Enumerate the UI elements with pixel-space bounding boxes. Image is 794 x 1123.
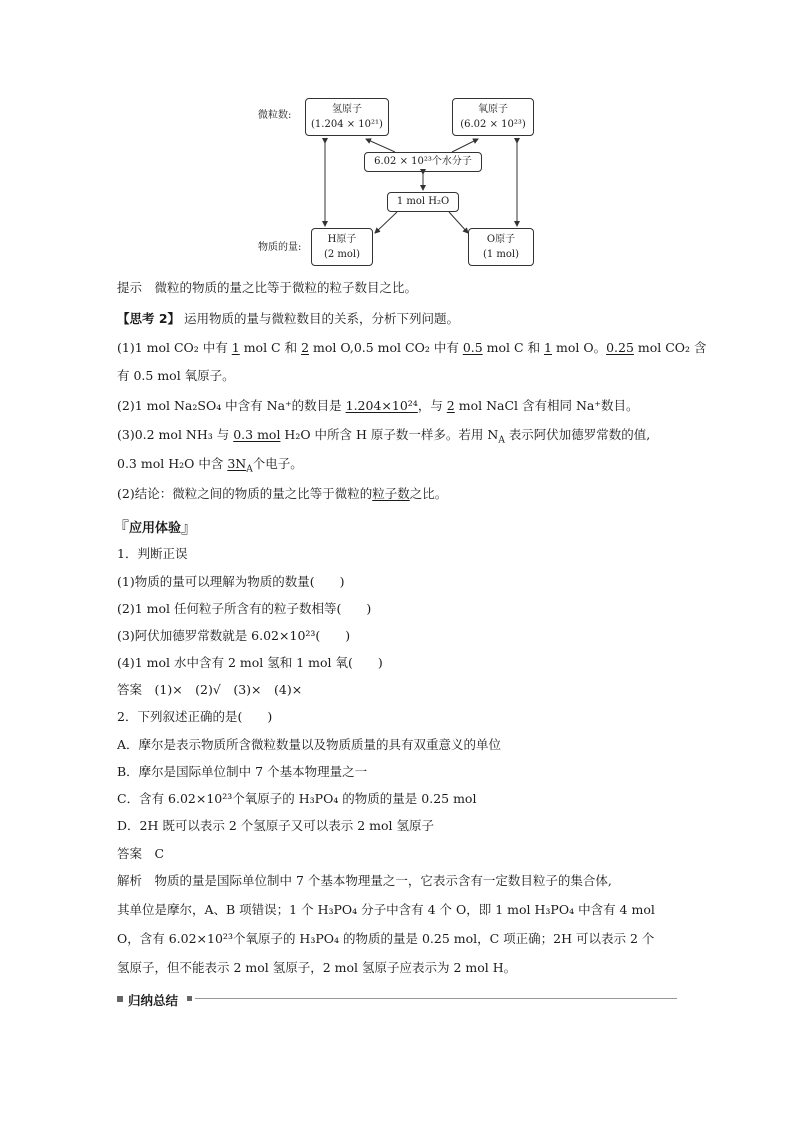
analysis-line: 解析 物质的量是国际单位制中 7 个基本物理量之一，它表示含有一定数目粒子的集合体, xyxy=(117,873,612,888)
think2-q1 xyxy=(117,340,707,356)
hint-text: 提示 微粒的物质的量之比等于微粒的粒子数目之比。 xyxy=(117,280,418,295)
apply-q1-title: 1．判断正误 xyxy=(117,546,188,561)
text: 0.3 mol H₂O 中含 xyxy=(117,456,228,471)
apply-q1-item: (1)物质的量可以理解为物质的数量( ) xyxy=(117,574,345,589)
section-title-text: 应用体验 xyxy=(129,521,182,536)
divider-line xyxy=(195,998,677,999)
think2-question-text: 运用物质的量与微粒数目的关系，分析下列问题。 xyxy=(180,311,460,326)
answer-blank xyxy=(227,456,253,475)
answer-blank: 2 xyxy=(446,398,455,413)
apply-q1-item: (2)1 mol 任何粒子所含有的粒子数相等( ) xyxy=(117,601,372,616)
text: mol O。 xyxy=(552,340,607,355)
think2-q3 xyxy=(117,427,650,449)
answer-blank: 0.5 xyxy=(462,340,483,355)
box-h-amount xyxy=(311,228,373,266)
box-title: 6.02 × 10²³个水分子 xyxy=(374,156,472,167)
text: (1)1 mol CO₂ 中有 xyxy=(117,340,232,355)
text: mol CO₂ 含 xyxy=(633,340,707,355)
box-value: (6.02 × 10²³) xyxy=(460,119,526,130)
box-title: O原子 xyxy=(486,234,516,245)
apply-q1-item: (4)1 mol 水中含有 2 mol 氢和 1 mol 氧( ) xyxy=(117,655,383,670)
text: 3N xyxy=(227,456,247,471)
answer-blank: 0.25 xyxy=(606,340,634,355)
text: 表示阿伏加德罗常数的值, xyxy=(504,427,651,442)
text: (2)1 mol Na₂SO₄ 中含有 Na⁺的数目是 xyxy=(117,398,346,413)
text: 之比。 xyxy=(409,486,448,501)
box-title: H原子 xyxy=(327,234,357,245)
text: mol C 和 xyxy=(239,340,302,355)
apply-section-title xyxy=(113,515,197,538)
box-oxygen-atoms xyxy=(452,98,534,136)
subscript: A xyxy=(246,464,253,475)
subscript: A xyxy=(498,435,505,446)
answer-blank: 1 xyxy=(544,340,552,355)
text: (2)结论：微粒之间的物质的量之比等于微粒的 xyxy=(117,486,373,501)
apply-q1-answer: 答案 (1)× (2)√ (3)× (4)× xyxy=(117,682,303,697)
bracket-close: 』 xyxy=(181,518,198,537)
diagram-label-amount: 物质的量: xyxy=(258,242,302,253)
summary-title: 归纳总结 xyxy=(128,993,179,1008)
apply-q2-option: B．摩尔是国际单位制中 7 个基本物理量之一 xyxy=(117,764,368,779)
text: mol C 和 xyxy=(482,340,545,355)
apply-q2-option: A．摩尔是表示物质所含微粒数量以及物质质量的具有双重意义的单位 xyxy=(117,737,502,752)
text: ，与 xyxy=(417,398,447,413)
box-title: 氢原子 xyxy=(332,104,362,115)
apply-q2-option: D．2H 既可以表示 2 个氢原子又可以表示 2 mol 氢原子 xyxy=(117,818,434,833)
think2-q1-line2: 有 0.5 mol 氧原子。 xyxy=(117,368,235,383)
text: 个电子。 xyxy=(252,456,303,471)
think2-question xyxy=(117,311,459,327)
arrow-to-h-atoms xyxy=(366,139,395,152)
apply-q1-item: (3)阿伏加德罗常数就是 6.02×10²³( ) xyxy=(117,628,351,643)
box-title: 1 mol H₂O xyxy=(396,196,450,207)
text: mol O,0.5 mol CO₂ 中有 xyxy=(309,340,463,355)
answer-blank: 0.3 mol xyxy=(233,427,281,442)
bracket-open: 『 xyxy=(113,518,130,537)
box-o-amount xyxy=(468,228,534,266)
box-value: (1 mol) xyxy=(482,249,520,260)
arrow-to-o-atoms xyxy=(452,139,478,152)
diagram-label-particles: 微粒数: xyxy=(258,110,292,121)
think2-tag: 【思考 2】 xyxy=(117,311,181,326)
apply-q2-option: C．含有 6.02×10²³个氧原子的 H₃PO₄ 的物质的量是 0.25 mol xyxy=(117,791,477,806)
analysis-line: 其单位是摩尔，A、B 项错误；1 个 H₃PO₄ 分子中含有 4 个 O，即 1 mol H₃PO₄ 中含有 4 mol xyxy=(117,902,655,917)
box-hydrogen-atoms xyxy=(305,98,389,136)
apply-q2-title: 2．下列叙述正确的是( ) xyxy=(117,709,273,724)
arrow-to-h-amount xyxy=(375,212,397,233)
box-title: 氧原子 xyxy=(478,104,508,115)
think2-q2 xyxy=(117,398,638,414)
answer-blank: 1.204×10²⁴ xyxy=(345,398,418,413)
answer-blank: 粒子数 xyxy=(372,486,410,501)
diagram-arrows xyxy=(0,0,794,300)
box-value: (1.204 × 10²¹) xyxy=(311,119,383,130)
box-one-mol-water xyxy=(387,192,459,212)
summary-header xyxy=(117,991,677,1009)
apply-q2-answer: 答案 C xyxy=(117,846,165,861)
analysis-line: O，含有 6.02×10²³个氧原子的 H₃PO₄ 的物质的量是 0.25 mol，C 项正确；2H 可以表示 2 个 xyxy=(117,931,655,946)
text: mol NaCl 含有相同 Na⁺数目。 xyxy=(454,398,639,413)
analysis-line: 氢原子，但不能表示 2 mol 氢原子，2 mol 氢原子应表示为 2 mol H。 xyxy=(117,960,517,975)
box-value: (2 mol) xyxy=(323,249,361,260)
answer-blank: 2 xyxy=(301,340,310,355)
text: (3)0.2 mol NH₃ 与 xyxy=(117,427,234,442)
think2-conclusion xyxy=(117,486,447,502)
think2-q3-line2 xyxy=(117,456,303,478)
square-bullet-icon xyxy=(187,996,192,1001)
answer-blank: 1 xyxy=(231,340,240,355)
square-bullet-icon xyxy=(117,996,123,1002)
text: H₂O 中所含 H 原子数一样多。若用 N xyxy=(280,427,499,442)
box-water-molecules xyxy=(364,152,482,172)
arrow-to-o-amount xyxy=(449,212,468,233)
